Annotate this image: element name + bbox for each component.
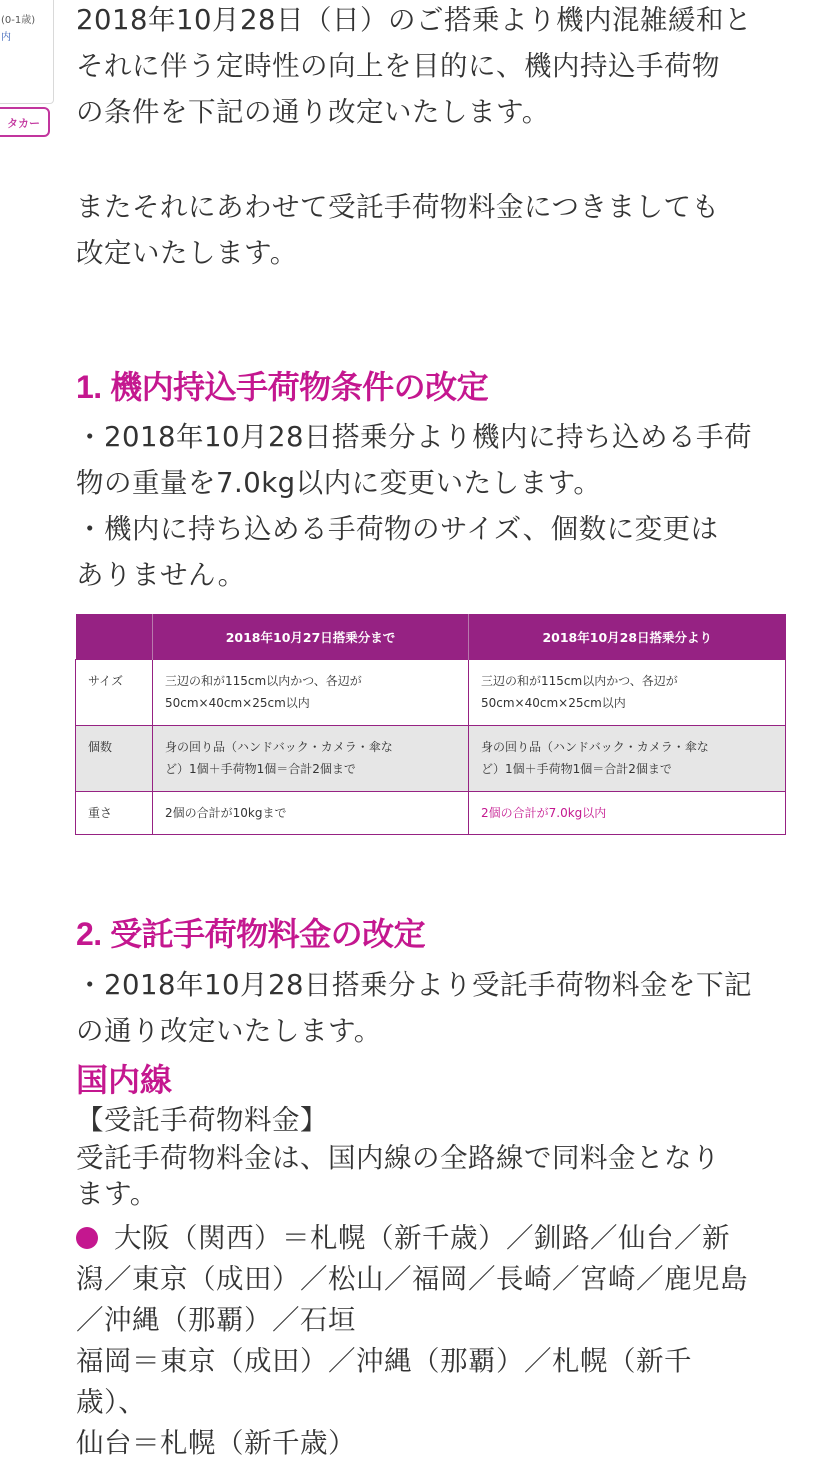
section1-line: ありません。 bbox=[76, 559, 246, 591]
intro-line: 改定いたします。 bbox=[76, 237, 298, 269]
cell-line: 身の回り品（ハンドバック・カメラ・傘な bbox=[481, 740, 709, 754]
section1 bbox=[76, 365, 788, 598]
cell-line: 三辺の和が115cm以内かつ、各辺が bbox=[481, 674, 678, 688]
section2-line: の通り改定いたします。 bbox=[76, 1015, 382, 1047]
cell-after bbox=[469, 660, 786, 726]
intro-line: の条件を下記の通り改定いたします。 bbox=[76, 96, 550, 128]
cell-before bbox=[153, 660, 469, 726]
table-header-after: 2018年10月28日搭乗分より bbox=[469, 614, 786, 660]
table-header-before: 2018年10月27日搭乗分まで bbox=[153, 614, 469, 660]
section2-heading: 2. 受託手荷物料金の改定 bbox=[76, 916, 426, 952]
row-label: 個数 bbox=[76, 726, 153, 792]
cell-line: 三辺の和が115cm以内かつ、各辺が bbox=[165, 674, 362, 688]
row-label: 重さ bbox=[76, 792, 153, 835]
table-row-size bbox=[76, 660, 786, 726]
intro-block-2 bbox=[76, 184, 788, 276]
section2 bbox=[76, 912, 788, 1464]
route-line: 仙台＝札幌（新千歳） bbox=[76, 1427, 356, 1459]
cell-after bbox=[469, 726, 786, 792]
route-text: 大阪（関西）＝札幌（新千歳）／釧路／仙台／新 bbox=[114, 1222, 730, 1254]
table-row-count bbox=[76, 726, 786, 792]
rental-car-button[interactable]: タカー bbox=[0, 107, 50, 137]
intro-block bbox=[76, 0, 788, 135]
fee-desc-line: 受託手荷物料金は、国内線の全路線で同料金となり bbox=[76, 1142, 720, 1174]
sidebar-age-text: (0-1歳) bbox=[1, 15, 36, 26]
section1-line: ・機内に持ち込める手荷物のサイズ、個数に変更は bbox=[76, 513, 719, 545]
route-line bbox=[76, 1218, 788, 1259]
cell-line: 身の回り品（ハンドバック・カメラ・傘な bbox=[165, 740, 393, 754]
bullet-dot-icon bbox=[76, 1227, 98, 1249]
sidebar-link-text[interactable]: 内 bbox=[1, 32, 11, 43]
table-header-empty bbox=[76, 614, 153, 660]
cell-before bbox=[153, 726, 469, 792]
fee-bracket-title: 【受託手荷物料金】 bbox=[76, 1104, 328, 1136]
domestic-heading: 国内線 bbox=[76, 1061, 173, 1099]
fee-desc-line: ます。 bbox=[76, 1178, 158, 1210]
route-line: 福岡＝東京（成田）／沖縄（那覇）／札幌（新千 bbox=[76, 1345, 692, 1377]
cell-line: 50cm×40cm×25cm以内 bbox=[481, 696, 626, 710]
section1-line: ・2018年10月28日搭乗分より機内に持ち込める手荷 bbox=[76, 421, 752, 453]
cell-line: ど）1個＋手荷物1個＝合計2個まで bbox=[165, 762, 356, 776]
section2-line: ・2018年10月28日搭乗分より受託手荷物料金を下記 bbox=[76, 969, 752, 1001]
cell-before bbox=[153, 792, 469, 835]
route-line: ／沖縄（那覇）／石垣 bbox=[76, 1304, 356, 1336]
cell-line: 2個の合計が10kgまで bbox=[165, 806, 287, 820]
intro-line: それに伴う定時性の向上を目的に、機内持込手荷物 bbox=[76, 50, 720, 82]
cell-line: ど）1個＋手荷物1個＝合計2個まで bbox=[481, 762, 672, 776]
baggage-comparison-table bbox=[75, 614, 786, 835]
table-header-row bbox=[76, 614, 786, 660]
section1-heading: 1. 機内持込手荷物条件の改定 bbox=[76, 369, 489, 405]
section1-line: 物の重量を7.0kg以内に変更いたします。 bbox=[76, 467, 602, 499]
intro-line: またそれにあわせて受託手荷物料金につきましても bbox=[76, 191, 720, 223]
table-row-weight bbox=[76, 792, 786, 835]
cell-line: 50cm×40cm×25cm以内 bbox=[165, 696, 310, 710]
route-line: 潟／東京（成田）／松山／福岡／長崎／宮崎／鹿児島 bbox=[76, 1263, 748, 1295]
route-line: 歳）、 bbox=[76, 1386, 147, 1418]
cell-after-highlight bbox=[469, 792, 786, 835]
sidebar-card bbox=[0, 0, 54, 104]
route-list bbox=[76, 1218, 788, 1464]
row-label: サイズ bbox=[76, 660, 153, 726]
cell-line: 2個の合計が7.0kg以内 bbox=[481, 806, 607, 820]
intro-line: 2018年10月28日（日）のご搭乗より機内混雑緩和と bbox=[76, 4, 752, 36]
